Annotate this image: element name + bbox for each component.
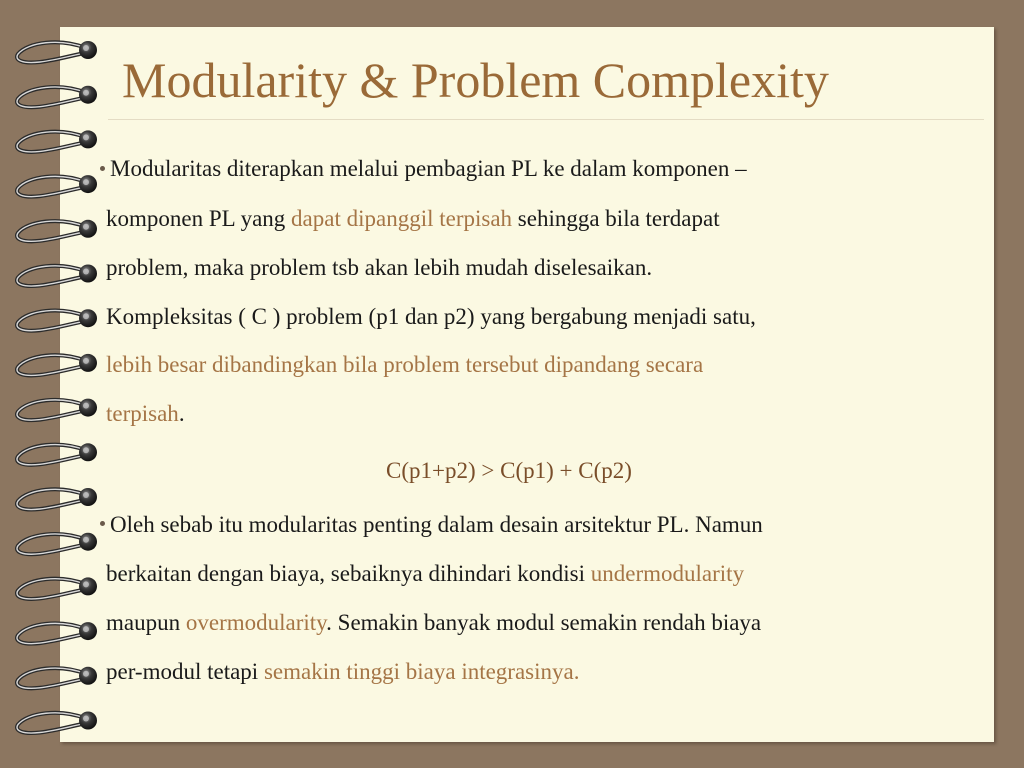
p1-line-2	[106, 207, 720, 230]
p1-line-3	[106, 256, 652, 279]
p2-line-3-text-b: . Semakin banyak modul semakin rendah biaya	[326, 610, 762, 635]
p2-line-4	[106, 660, 579, 683]
p1-line-1	[110, 157, 747, 180]
p2-line-3-text-a: maupun	[106, 610, 186, 635]
p1-line-5	[106, 353, 703, 376]
p1-line-4	[106, 305, 756, 328]
p2-line-2	[106, 562, 744, 585]
p1-line-1-text: Modularitas diterapkan melalui pembagian PL ke dalam komponen –	[110, 156, 747, 181]
p2-highlight-biaya-integrasi: semakin tinggi biaya integrasinya.	[263, 659, 580, 684]
p2-line-2-text-a: berkaitan dengan biaya, sebaiknya dihindari kondisi	[106, 561, 591, 586]
p1-line-2-text-b: sehingga bila terdapat	[512, 206, 720, 231]
p1-line-4-text: Kompleksitas ( C ) problem (p1 dan p2) yang bergabung menjadi satu,	[106, 304, 756, 329]
p1-line-2-text-a: komponen PL yang	[106, 206, 292, 231]
p2-highlight-undermodularity: undermodularity	[590, 561, 745, 586]
bullet-2	[100, 521, 105, 526]
p1-line-6	[106, 402, 185, 425]
slide-title: Modularity & Problem Complexity	[122, 52, 829, 108]
bullet-1	[100, 166, 105, 171]
p2-line-4-text-a: per-modul tetapi	[106, 659, 264, 684]
p2-line-1-text: Oleh sebab itu modularitas penting dalam desain arsitektur PL. Namun	[110, 512, 763, 537]
p1-highlight-dapat-dipanggil: dapat dipanggil terpisah	[291, 206, 513, 231]
p1-line-6-text-b: .	[178, 401, 185, 426]
p2-highlight-overmodularity: overmodularity	[185, 610, 327, 635]
p1-highlight-terpisah: terpisah	[106, 401, 179, 426]
p2-line-1	[110, 513, 763, 536]
p1-highlight-lebih-besar: lebih besar dibandingkan bila problem tersebut dipandang secara	[106, 352, 704, 377]
p1-line-3-text: problem, maka problem tsb akan lebih mudah diselesaikan.	[106, 255, 653, 280]
complexity-formula: C(p1+p2) > C(p1) + C(p2)	[386, 458, 632, 483]
p2-line-3	[106, 611, 761, 634]
